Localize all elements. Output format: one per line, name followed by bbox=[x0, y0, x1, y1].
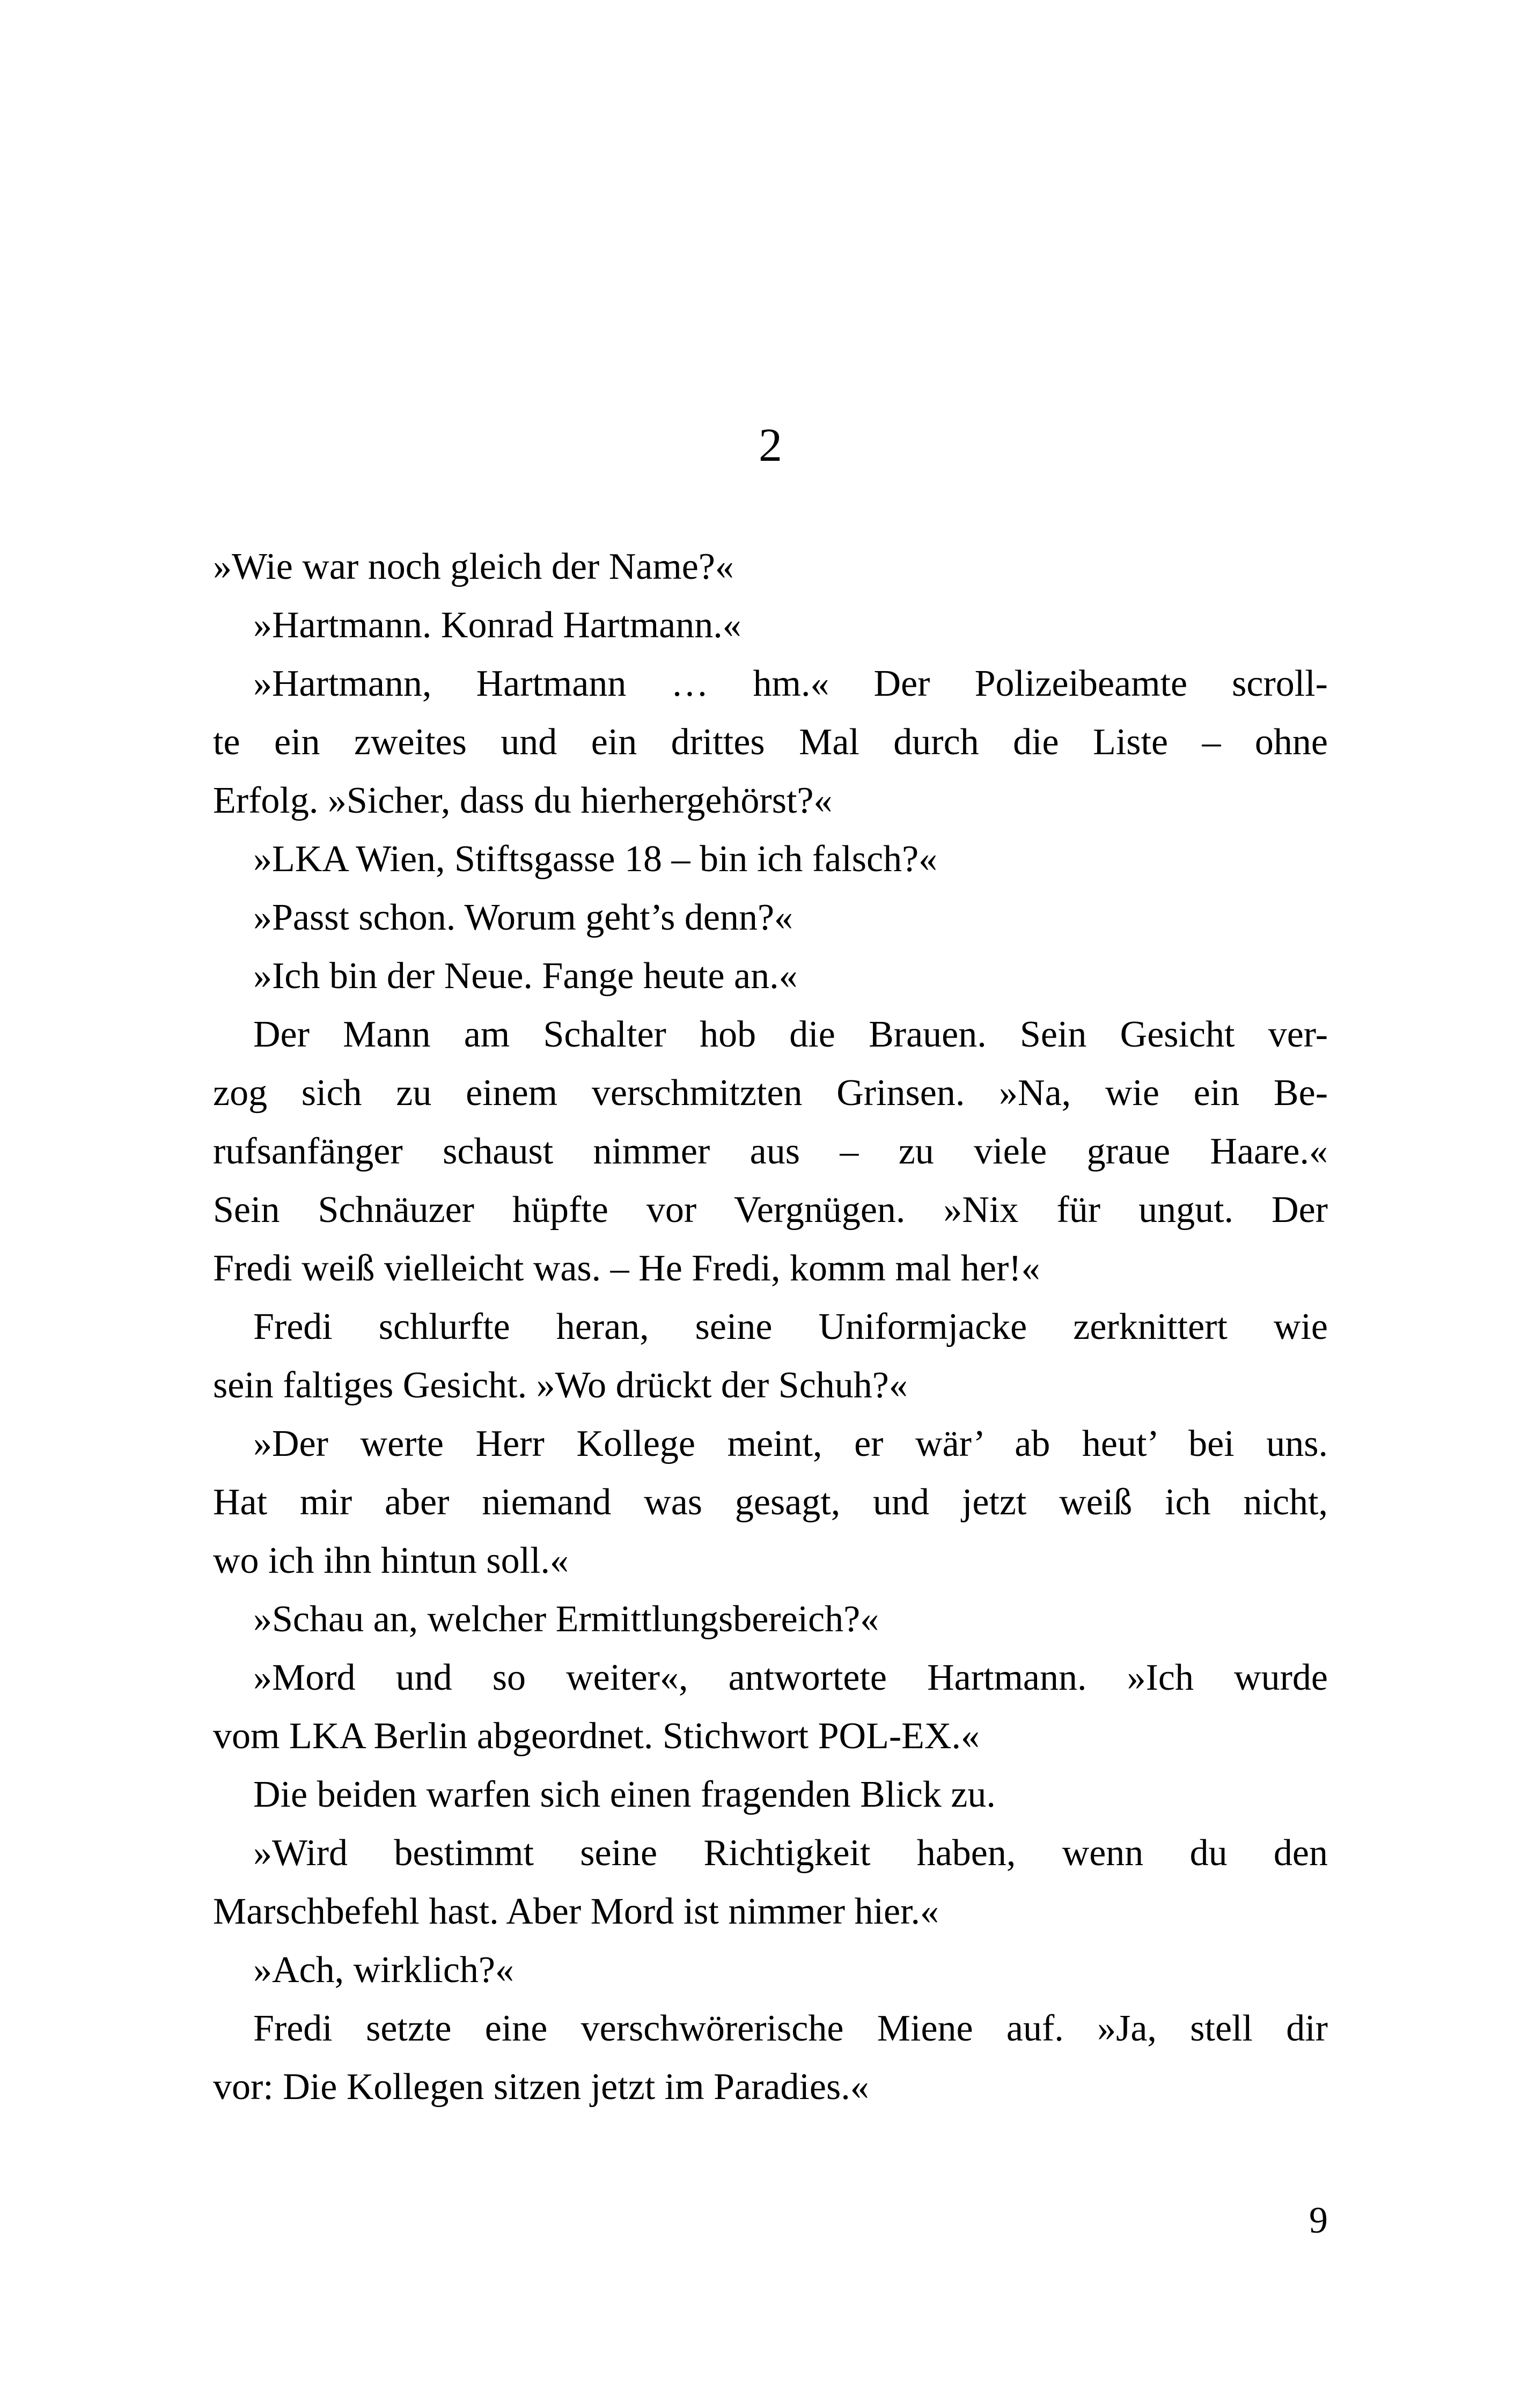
text-line: »Mord und so weiter«, antwortete Hartmann. »Ich wurde bbox=[253, 1657, 1328, 1698]
text-line: »Schau an, welcher Ermittlungsbereich?« bbox=[253, 1599, 879, 1640]
text-line: Hat mir aber niemand was gesagt, und jetzt weiß ich nicht, bbox=[213, 1482, 1328, 1523]
page-number: 9 bbox=[1309, 2200, 1328, 2241]
text-line: sein faltiges Gesicht. »Wo drückt der Schuh?« bbox=[213, 1365, 908, 1406]
chapter-number: 2 bbox=[759, 419, 782, 472]
text-line: rufsanfänger schaust nimmer aus – zu viele graue Haare.« bbox=[213, 1131, 1328, 1172]
text-line: »Hartmann. Konrad Hartmann.« bbox=[253, 605, 741, 646]
text-line: Fredi schlurfte heran, seine Uniformjacke zerknittert wie bbox=[253, 1306, 1328, 1347]
text-line: »Ach, wirklich?« bbox=[253, 1949, 514, 1991]
text-line: Erfolg. »Sicher, dass du hierhergehörst?« bbox=[213, 780, 833, 821]
text-line: Die beiden warfen sich einen fragenden Blick zu. bbox=[253, 1774, 996, 1815]
text-line: Sein Schnäuzer hüpfte vor Vergnügen. »Nix für ungut. Der bbox=[213, 1189, 1328, 1231]
text-line: »Wird bestimmt seine Richtigkeit haben, wenn du den bbox=[253, 1832, 1328, 1874]
text-line: Fredi setzte eine verschwörerische Miene auf. »Ja, stell dir bbox=[253, 2008, 1328, 2049]
text-line: »Ich bin der Neue. Fange heute an.« bbox=[253, 955, 798, 997]
text-line: »Wie war noch gleich der Name?« bbox=[213, 546, 734, 587]
text-line: »LKA Wien, Stiftsgasse 18 – bin ich falsch?« bbox=[253, 838, 938, 880]
text-line: Fredi weiß vielleicht was. – He Fredi, komm mal her!« bbox=[213, 1248, 1040, 1289]
text-line: vom LKA Berlin abgeordnet. Stichwort POL-EX.« bbox=[213, 1715, 980, 1757]
text-line: te ein zweites und ein drittes Mal durch die Liste – ohne bbox=[213, 721, 1328, 763]
text-line: zog sich zu einem verschmitzten Grinsen. »Na, wie ein Be- bbox=[213, 1072, 1328, 1114]
text-line: Der Mann am Schalter hob die Brauen. Sein Gesicht ver- bbox=[253, 1014, 1328, 1055]
text-line: Marschbefehl hast. Aber Mord ist nimmer hier.« bbox=[213, 1891, 939, 1932]
text-line: »Der werte Herr Kollege meint, er wär’ ab heut’ bei uns. bbox=[253, 1423, 1328, 1464]
text-line: vor: Die Kollegen sitzen jetzt im Paradies.« bbox=[213, 2066, 869, 2108]
body-text bbox=[213, 537, 1328, 2116]
text-line: wo ich ihn hintun soll.« bbox=[213, 1540, 569, 1581]
text-line: »Hartmann, Hartmann … hm.« Der Polizeibeamte scroll- bbox=[253, 663, 1328, 704]
text-line: »Passt schon. Worum geht’s denn?« bbox=[253, 897, 793, 938]
